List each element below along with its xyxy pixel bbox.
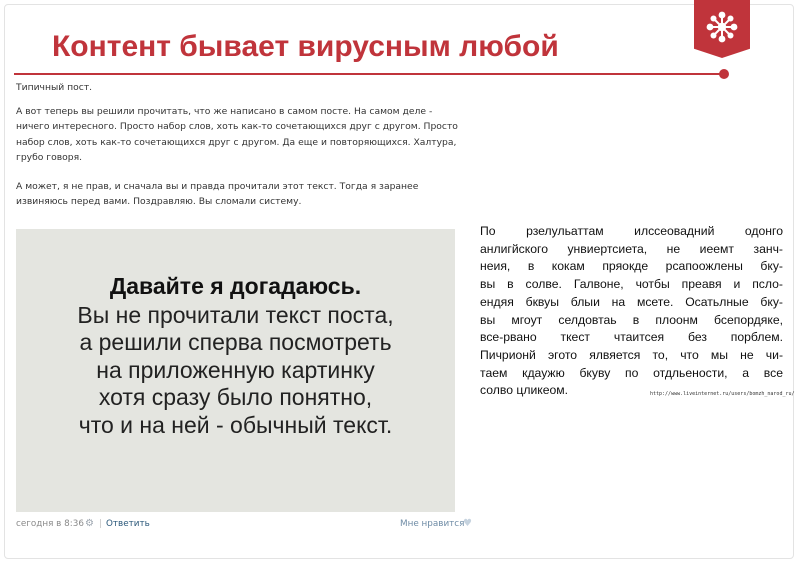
heart-icon[interactable]: ♥: [463, 518, 472, 529]
post-paragraph: Типичный пост.: [16, 82, 93, 93]
gear-icon[interactable]: ⚙: [85, 518, 94, 529]
image-text-line: что и на ней - обычный текст.: [78, 411, 393, 438]
scrambled-line: неия, в кокам пряокде рсапоожлены бку-: [480, 259, 783, 274]
logo-badge: [694, 0, 750, 58]
image-text-line: Вы не прочитали текст поста,: [77, 301, 394, 328]
scrambled-line: все-рвано ткест чтаитсея без порблем.: [480, 330, 783, 345]
image-text-line: хотя сразу было понятно,: [98, 384, 373, 411]
scrambled-line: ендяя бквуы блыи на мсете. Осатьлные бку-: [480, 294, 783, 309]
post-paragraph: А вот теперь вы решили прочитать, что же написано в самом посте. На самом деле - ничего интересного. Просто набор слов, хоть как-то сочетающихся друг с другом. Просто набор слов, хоть как-то сочетающихся друг с другом. Да еще и повторяющихся. Халтура, грубо говоря.: [16, 105, 458, 163]
image-text-line: а решили сперва посмотреть: [79, 329, 392, 356]
image-heading: Давайте я догадаюсь.: [109, 272, 362, 299]
reply-link[interactable]: Ответить: [106, 519, 150, 529]
scrambled-line: Пичрионй эгото ялвяется то, что мы не чи-: [480, 347, 783, 362]
post-timestamp[interactable]: сегодня в 8:36: [16, 519, 84, 529]
scrambled-line: таем кдаужю бкуву по отдльености, а все: [480, 365, 783, 380]
scrambled-text-image: [478, 223, 795, 405]
post-attached-image[interactable]: [16, 229, 455, 512]
post-paragraph: А может, я не прав, и сначала вы и правда прочитали этот текст. Тогда я заранее извиняюсь перед вами. Поздравляю. Вы сломали систему.: [16, 180, 419, 207]
title-divider: [14, 73, 724, 75]
scrambled-line: солво цликеом.: [480, 383, 569, 398]
snowflake-logo-icon: [705, 10, 739, 44]
scrambled-text-body: [480, 223, 783, 400]
like-button[interactable]: Мне нравится: [400, 519, 465, 529]
footer-separator: |: [99, 519, 102, 529]
slide-title: Контент бывает вирусным любой: [52, 30, 559, 63]
scrambled-line: вы мгоут селдовтаь в плоонм бсепордяке,: [480, 312, 783, 327]
post-footer: [16, 519, 476, 533]
scrambled-line: анлигйского унвиертсиета, не иеемт занч-: [480, 241, 783, 256]
post-text: [16, 80, 466, 223]
scrambled-line: По рзелульаттам илссеовадний одонго: [480, 224, 783, 238]
image-text-line: на приложенную картинку: [96, 356, 375, 383]
source-url: http://www.liveinternet.ru/users/bomzh_narod_ru/: [650, 391, 795, 397]
divider-end-dot: [719, 69, 729, 79]
scrambled-line: вы в солве. Галвоне, чотбы преавя и псло-: [480, 277, 783, 292]
